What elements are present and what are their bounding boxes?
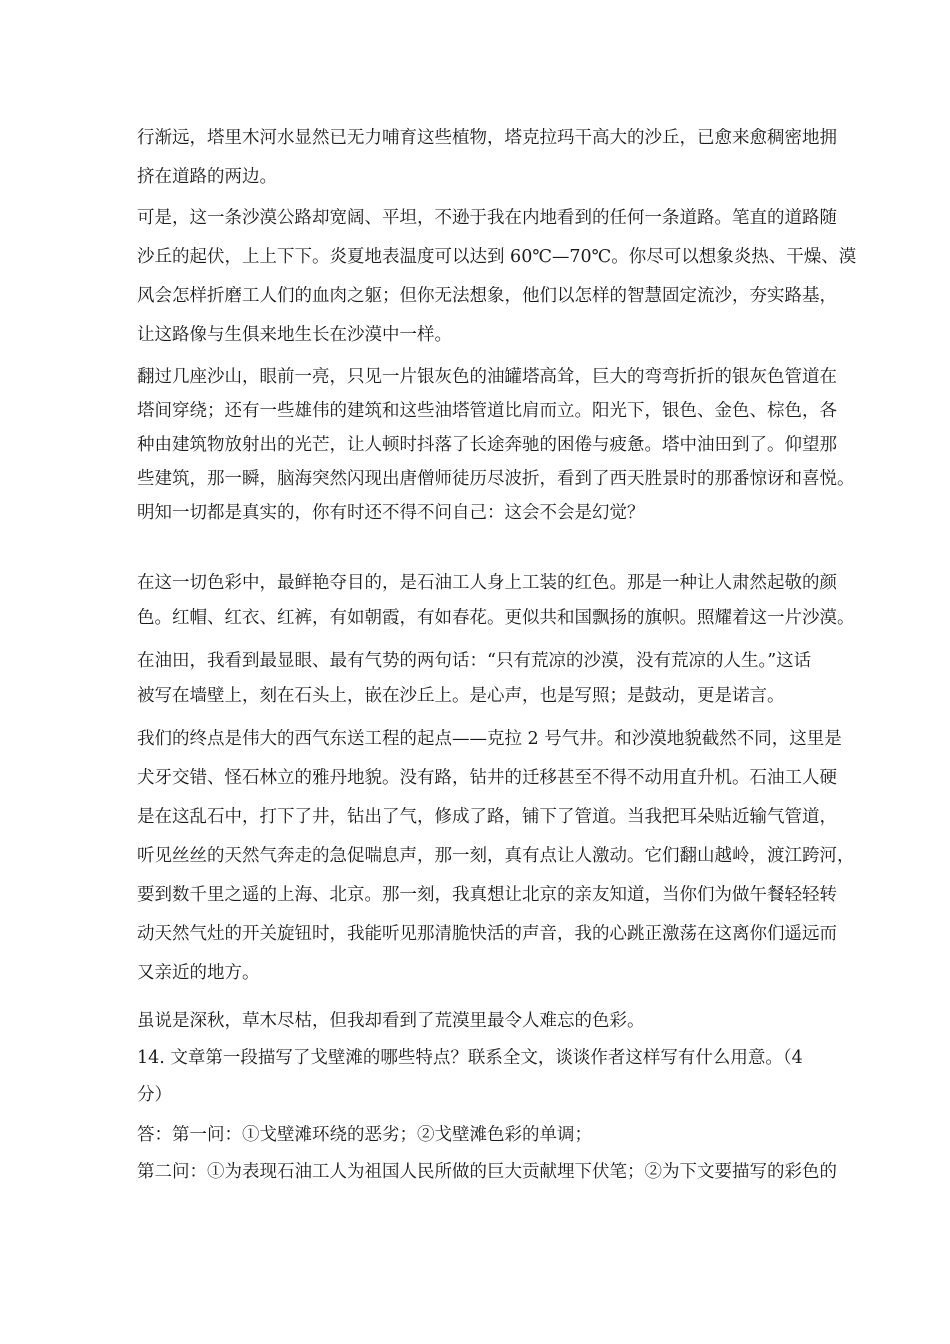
paragraph-3: [137, 363, 855, 533]
text-line: 动天然气灶的开关旋钮时，我能听见那清脆快活的声音，我的心跳正激荡在这离你们遥远而: [137, 924, 837, 944]
text-line: 分）: [137, 1085, 172, 1105]
text-line: 要到数千里之遥的上海、北京。那一刻，我真想让北京的亲友知道，当你们为做午餐轻轻转: [137, 885, 837, 905]
text-line: 在油田，我看到最显眼、最有气势的两句话：“只有荒凉的沙漠，没有荒凉的人生。”这话: [137, 651, 812, 671]
text-line: 在这一切色彩中，最鲜艳夺目的，是石油工人身上工装的红色。那是一种让人肃然起敬的颜: [137, 573, 837, 593]
text-line: 让这路像与生俱来地生长在沙漠中一样。: [137, 325, 452, 345]
text-line: 犬牙交错、怪石林立的雅丹地貌。没有路，钻井的迁移甚至不得不动用直升机。石油工人硬: [137, 768, 837, 788]
text-line: 翻过几座沙山，眼前一亮，只见一片银灰色的油罐塔高耸，巨大的弯弯折折的银灰色管道在: [137, 367, 837, 387]
answer-part-1: [137, 1121, 827, 1158]
text-line: 色。红帽、红衣、红裤，有如朝霞，有如春花。更似共和国飘扬的旗帜。照耀着这一片沙漠。: [137, 608, 855, 628]
text-line: 塔间穿绕；还有一些雄伟的建筑和这些油塔管道比肩而立。阳光下，银色、金色、棕色，各: [137, 401, 837, 421]
text-line: 我们的终点是伟大的西气东送工程的起点——克拉 2 号气井。和沙漠地貌截然不同，这里是: [137, 729, 842, 749]
text-line: 明知一切都是真实的，你有时还不得不问自己：这会不会是幻觉？: [137, 503, 645, 523]
text-line: 是在这乱石中，打下了井，钻出了气，修成了路，铺下了管道。当我把耳朵贴近输气管道，: [137, 807, 837, 827]
paragraph-2: [137, 204, 857, 360]
text-line: 种由建筑物放射出的光芒，让人顿时抖落了长途奔驰的困倦与疲惫。塔中油田到了。仰望那: [137, 435, 837, 455]
text-line: 被写在墙壁上，刻在石头上，嵌在沙丘上。是心声，也是写照；是鼓动，更是诺言。: [137, 686, 785, 706]
question-14: [137, 1044, 827, 1118]
answer-part-2: [137, 1158, 837, 1195]
text-line: 第二问：①为表现石油工人为祖国人民所做的巨大贡献埋下伏笔；②为下文要描写的彩色的: [137, 1162, 837, 1182]
text-line: 风会怎样折磨工人们的血肉之躯；但你无法想象，他们以怎样的智慧固定流沙，夯实路基，: [137, 286, 837, 306]
paragraph-5: [137, 647, 827, 717]
text-line: 虽说是深秋，草木尽枯，但我却看到了荒漠里最令人难忘的色彩。: [137, 1011, 645, 1031]
text-line: 些建筑，那一瞬，脑海突然闪现出唐僧师徒历尽波折，看到了西天胜景时的那番惊讶和喜悦。: [137, 469, 855, 489]
paragraph-4: [137, 569, 855, 639]
text-line: 挤在道路的两边。: [137, 167, 277, 187]
paragraph-7: [137, 1007, 827, 1042]
text-line: 又亲近的地方。: [137, 963, 260, 983]
text-line: 听见丝丝的天然气奔走的急促喘息声，那一刻，真有点让人激动。它们翻山越岭，渡江跨河，: [137, 846, 855, 866]
text-line: 答：第一问：①戈壁滩环绕的恶劣；②戈壁滩色彩的单调；: [137, 1125, 592, 1145]
text-line: 可是，这一条沙漠公路却宽阔、平坦，不逊于我在内地看到的任何一条道路。笔直的道路随: [137, 208, 837, 228]
text-line: 行渐远，塔里木河水显然已无力哺育这些植物，塔克拉玛干高大的沙丘，已愈来愈稠密地拥: [137, 128, 837, 148]
text-line: 14. 文章第一段描写了戈壁滩的哪些特点？联系全文，谈谈作者这样写有什么用意。（4: [137, 1048, 803, 1068]
paragraph-6: [137, 725, 855, 998]
text-line: 沙丘的起伏，上上下下。炎夏地表温度可以达到 60℃—70℃。你尽可以想象炎热、干燥、漠: [137, 247, 857, 267]
paragraph-1: [137, 124, 837, 202]
